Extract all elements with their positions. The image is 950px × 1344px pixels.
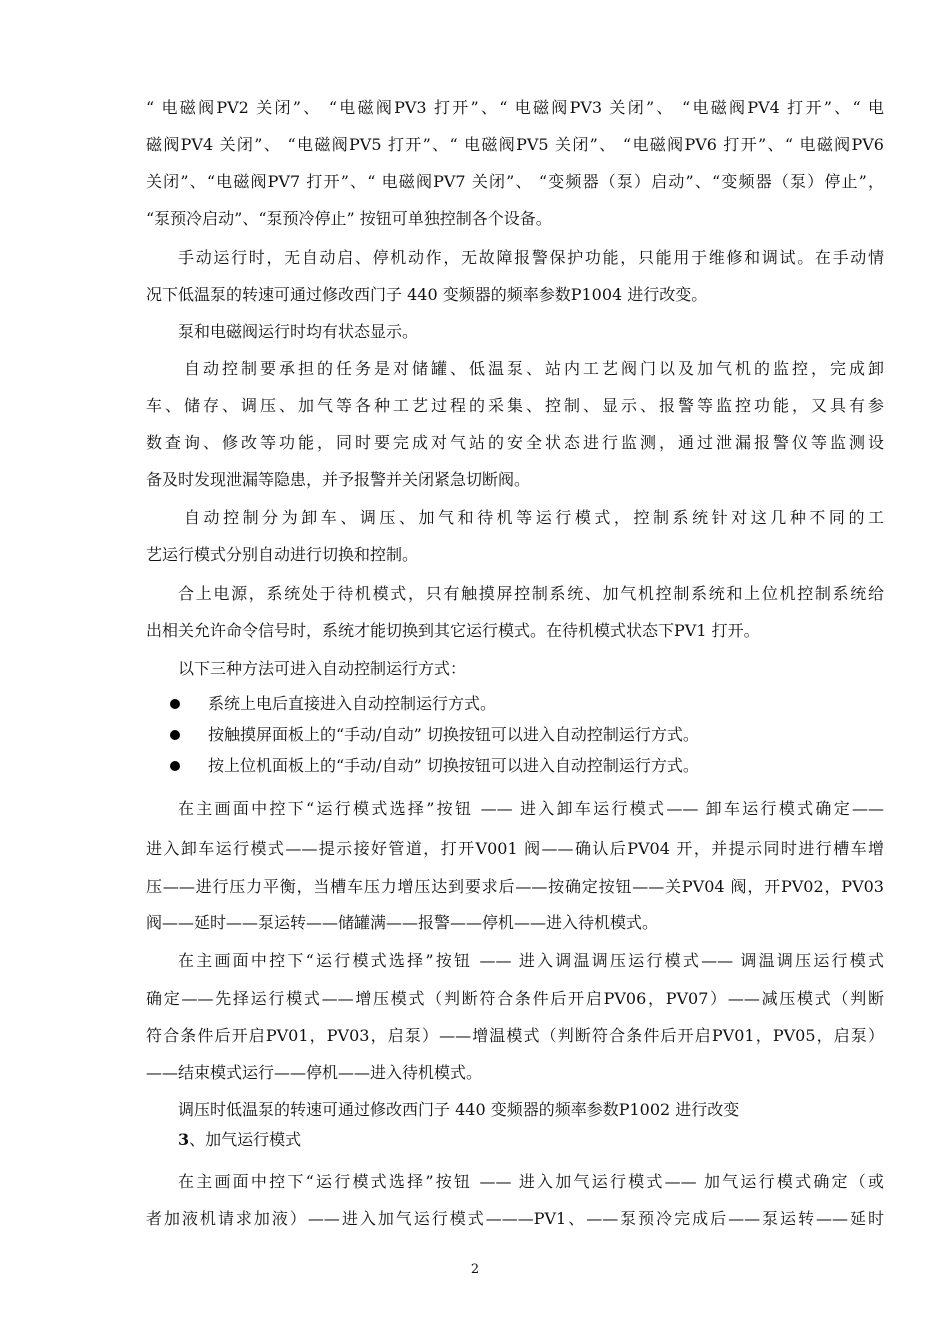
para2-line1: 手动运行时，无自动启、停机动作，无故障报警保护功能，只能用于维修和调试。在手动情 bbox=[178, 248, 884, 267]
para9-line1: 在主画面中控下“运行模式选择”按钮 —— 进入调温调压运行模式—— 调温调压运行模式 bbox=[178, 951, 884, 970]
para8-line4: 阀——延时——泵运转——储罐满——报警——停机——进入待机模式。 bbox=[146, 913, 659, 932]
para9-line2: 确定——先择运行模式——增压模式（判断符合条件后开启PV06，PV07）——减压模式（判断 bbox=[146, 989, 884, 1008]
para2-line2: 况下低温泵的转速可通过修改西门子 440 变频器的频率参数P1004 进行改变。 bbox=[146, 285, 708, 304]
para5-line1: 自动控制分为卸车、调压、加气和待机等运行模式，控制系统针对这几种不同的工 bbox=[184, 508, 884, 527]
para1-line3: 关闭”、“电磁阀PV7 打开”、“ 电磁阀PV7 关闭”、 “变频器（泵）启动”、“变频器（泵）停止”， bbox=[146, 172, 884, 191]
section-title: 、加气运行模式 bbox=[189, 1130, 302, 1149]
para11-line1: 在主画面中控下“运行模式选择”按钮 —— 进入加气运行模式—— 加气运行模式确定（或 bbox=[178, 1172, 884, 1191]
bullet-item-3: 按上位机面板上的“手动/自动” 切换按钮可以进入自动控制运行方式。 bbox=[208, 756, 699, 775]
page-number: 2 bbox=[470, 1262, 480, 1277]
bullet-dot bbox=[170, 699, 180, 709]
para1-line4: “泵预冷启动”、“泵预冷停止” 按钮可单独控制各个设备。 bbox=[146, 209, 552, 228]
para9-line3: 符合条件后开启PV01，PV03，启泵）——增温模式（判断符合条件后开启PV01，PV05，启泵） bbox=[146, 1026, 884, 1045]
bullet-dot bbox=[170, 761, 180, 771]
para11-line2: 者加液机请求加液）——进入加气运行模式———PV1、——泵预冷完成后——泵运转——延时 bbox=[146, 1209, 884, 1228]
para8-line2: 进入卸车运行模式——提示接好管道，打开V001 阀——确认后PV04 开，并提示同时进行槽车增 bbox=[146, 839, 884, 858]
bullet-item-2: 按触摸屏面板上的“手动/自动” 切换按钮可以进入自动控制运行方式。 bbox=[208, 725, 699, 744]
bullet-dot bbox=[170, 730, 180, 740]
para9-line4: ——结束模式运行——停机——进入待机模式。 bbox=[146, 1063, 483, 1082]
para4-line1: 自动控制要承担的任务是对储罐、低温泵、站内工艺阀门以及加气机的监控，完成卸 bbox=[184, 359, 884, 378]
para1-line2: 磁阀PV4 关闭”、 “电磁阀PV5 打开”、“ 电磁阀PV5 关闭”、 “电磁阀PV6 打开”、“ 电磁阀PV6 bbox=[146, 135, 884, 154]
bullet-item-1: 系统上电后直接进入自动控制运行方式。 bbox=[208, 694, 497, 713]
section-heading bbox=[178, 1130, 884, 1150]
para4-line2: 车、储存、调压、加气等各种工艺过程的采集、控制、显示、报警等监控功能，又具有参 bbox=[146, 396, 884, 415]
para1-line1: “ 电磁阀PV2 关闭”、 “电磁阀PV3 打开”、“ 电磁阀PV3 关闭”、 “电磁阀PV4 打开”、“ 电 bbox=[146, 98, 884, 117]
section-number: 3 bbox=[178, 1130, 190, 1149]
para7-line1: 以下三种方法可进入自动控制运行方式： bbox=[178, 659, 467, 678]
para4-line3: 数查询、修改等功能，同时要完成对气站的安全状态进行监测，通过泄漏报警仪等监测设 bbox=[146, 433, 884, 452]
para3-line1: 泵和电磁阀运行时均有状态显示。 bbox=[178, 322, 419, 341]
para5-line2: 艺运行模式分别自动进行切换和控制。 bbox=[146, 545, 419, 564]
para10-line1: 调压时低温泵的转速可通过修改西门子 440 变频器的频率参数P1002 进行改变 bbox=[178, 1100, 740, 1119]
para4-line4: 备及时发现泄漏等隐患，并予报警并关闭紧急切断阀。 bbox=[146, 470, 531, 489]
para6-line1: 合上电源，系统处于待机模式，只有触摸屏控制系统、加气机控制系统和上位机控制系统给 bbox=[178, 584, 884, 603]
para8-line3: 压——进行压力平衡，当槽车压力增压达到要求后——按确定按钮——关PV04 阀，开PV02，PV03 bbox=[146, 877, 884, 896]
para6-line2: 出相关允许命令信号时，系统才能切换到其它运行模式。在待机模式状态下PV1 打开。 bbox=[146, 621, 760, 640]
para8-line1: 在主画面中控下“运行模式选择”按钮 —— 进入卸车运行模式—— 卸车运行模式确定—— bbox=[178, 799, 884, 818]
